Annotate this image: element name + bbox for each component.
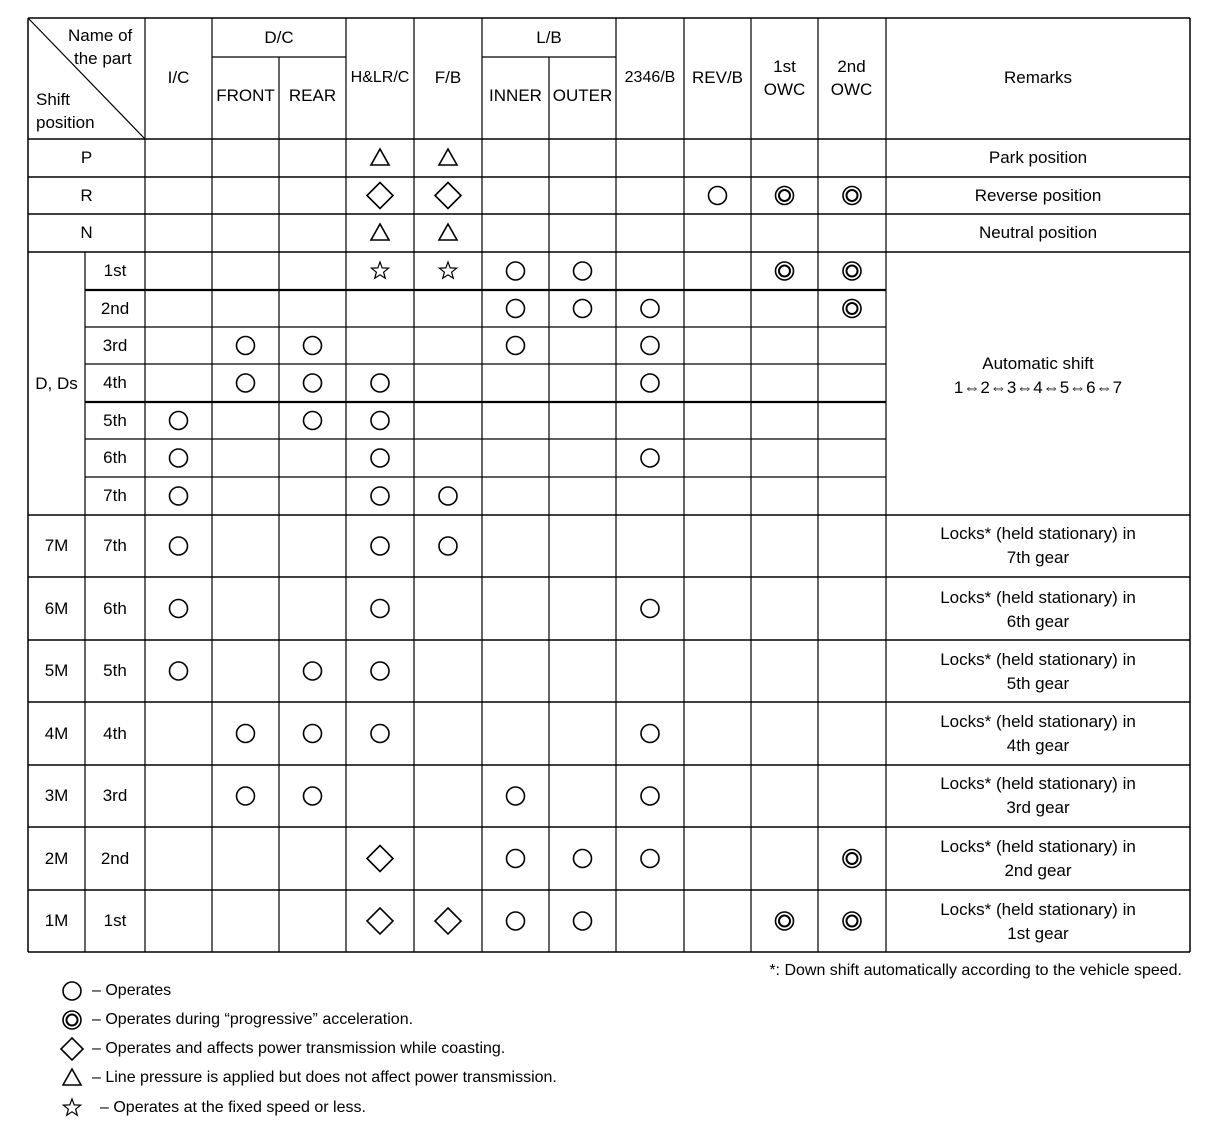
header-dc-front: FRONT [216,86,275,105]
double-symbol-icon [776,262,794,280]
gear-label: 2nd [100,848,130,868]
circle-symbol-icon [170,600,188,618]
circle-symbol-icon [507,300,525,318]
circle-symbol-icon [304,725,322,743]
diamond-legend-mark [61,1038,83,1060]
circle-symbol-icon [170,487,188,505]
double-symbol-icon [843,850,861,868]
legend-triangle [62,1066,557,1090]
triangle-legend-mark [63,1069,81,1085]
circle-symbol-icon [641,374,659,392]
star-legend-mark [63,1099,80,1115]
circle-symbol-icon [170,449,188,467]
shift-range-label: 1M [44,911,69,930]
gear-label: 6th [103,598,127,618]
remark-lock-2m-line1: Locks* (held stationary) in [940,837,1136,856]
header-dc: D/C [264,28,294,47]
double-circle-symbol-icon [62,1008,92,1032]
circle-symbol-icon [574,850,592,868]
circle-symbol-icon [237,787,255,805]
circle-symbol-icon [574,300,592,318]
header-fb: F/B [434,68,462,87]
remark-lock-4m-line2: 4th gear [1006,736,1070,755]
diamond-symbol-icon [62,1037,92,1061]
remark-lock-7m-line1: Locks* (held stationary) in [940,524,1136,543]
gear-label: 6th [103,448,127,467]
legend-text: – Operates [92,982,172,999]
remark-auto-line1: Automatic shift [982,354,1094,373]
gear-label: 1st [103,261,127,280]
circle-symbol-icon [304,662,322,680]
gear-label: 4th [103,723,127,743]
double-legend-mark [63,1011,81,1029]
gear-label: 3rd [102,335,128,355]
circle-symbol-icon [371,662,389,680]
shift-range-label: N [80,223,93,242]
remark-lock-5m-line1: Locks* (held stationary) in [940,650,1136,669]
triangle-symbol-icon [439,149,457,165]
header-owc1-line2: OWC [763,80,806,99]
diamond-symbol-icon [367,908,393,934]
circle-symbol-icon [439,487,457,505]
shift-range-label: 3M [44,786,69,805]
remark-lock-6m-line1: Locks* (held stationary) in [940,588,1136,607]
star-symbol-icon [439,262,456,278]
circle-symbol-icon [439,537,457,555]
shift-range-label: 4M [44,723,69,743]
shift-range-label: P [80,148,93,167]
remark-lock-5m-line2: 5th gear [1006,674,1070,693]
header-2346b: 2346/B [624,69,676,86]
legend-text: – Line pressure is applied but does not affect power transmission. [92,1069,557,1086]
legend-diamond [62,1037,505,1061]
diamond-symbol-icon [435,183,461,209]
circle-symbol-icon [371,449,389,467]
remark-lock-3m-line2: 3rd gear [1006,798,1070,817]
circle-symbol-icon [641,300,659,318]
circle-symbol-icon [304,787,322,805]
circle-symbol-icon [574,912,592,930]
legend-double-circle [62,1008,413,1032]
circle-symbol-icon [371,487,389,505]
circle-symbol-icon [641,600,659,618]
circle-symbol-icon [641,337,659,355]
remark-lock-4m-line1: Locks* (held stationary) in [940,712,1136,731]
header-owc2-line1: 2nd [837,57,866,76]
remark-lock-1m-line2: 1st gear [1007,924,1069,943]
double-symbol-icon [843,300,861,318]
circle-symbol-icon [371,600,389,618]
double-symbol-icon [843,262,861,280]
header-dc-rear: REAR [288,86,337,105]
header-lb-inner: INNER [489,86,542,105]
triangle-symbol-icon [62,1066,92,1090]
triangle-symbol-icon [371,149,389,165]
remark-reverse: Reverse position [974,186,1102,205]
double-symbol-icon [776,187,794,205]
circle-symbol-icon [641,449,659,467]
circle-symbol-icon [237,374,255,392]
corner-part-line2: the part [74,49,132,68]
circle-symbol-icon [641,725,659,743]
remark-lock-2m-line2: 2nd gear [1004,861,1072,880]
diamond-symbol-icon [367,846,393,872]
star-symbol-icon [371,262,388,278]
circle-symbol-icon [507,262,525,280]
diamond-symbol-icon [367,183,393,209]
triangle-symbol-icon [439,224,457,240]
gear-label: 2nd [100,298,130,318]
circle-symbol-icon [304,412,322,430]
diamond-symbol-icon [435,908,461,934]
header-owc1-line1: 1st [773,57,796,76]
circle-symbol-icon [237,337,255,355]
circle-symbol-icon [170,537,188,555]
remark-park: Park position [988,148,1088,167]
circle-symbol-icon [237,725,255,743]
circle-symbol-icon [507,337,525,355]
circle-symbol-icon [371,412,389,430]
circle-symbol-icon [507,912,525,930]
legend-text: – Operates and affects power transmission while coasting. [92,1040,506,1057]
corner-part-line1: Name of [68,26,133,45]
circle-symbol-icon [574,262,592,280]
remark-lock-7m-line2: 7th gear [1006,548,1070,567]
legend-text: – Operates during “progressive” acceleration. [92,1011,414,1028]
footnote: *: Down shift automatically according to the vehicle speed. [769,962,1182,979]
header-owc2-line2: OWC [830,80,873,99]
remark-lock-1m-line1: Locks* (held stationary) in [940,900,1136,919]
header-lb-outer: OUTER [552,86,613,105]
circle-symbol-icon [641,787,659,805]
circle-symbol-icon [507,787,525,805]
shift-range-label: R [80,185,93,205]
remark-lock-6m-line2: 6th gear [1006,612,1070,631]
remark-neutral: Neutral position [978,223,1098,242]
circle-symbol-icon [507,850,525,868]
circle-symbol-icon [371,725,389,743]
gear-label: 1st [103,911,127,930]
header-hlrc: H&LR/C [350,69,410,86]
shift-range-label: 7M [44,536,69,555]
corner-shift-line1: Shift [36,90,71,109]
circle-symbol-icon [304,374,322,392]
circle-symbol-icon [371,537,389,555]
circle-symbol-icon [371,374,389,392]
gear-label: 4th [103,373,127,392]
corner-shift-line2: position [36,113,95,132]
gear-label: 5th [103,661,127,680]
header-lb: L/B [536,28,562,47]
remark-auto-line2: 1⇔2⇔3⇔4⇔5⇔6⇔7 [953,378,1123,397]
circle-symbol-icon [170,662,188,680]
remark-lock-3m-line1: Locks* (held stationary) in [940,774,1136,793]
gear-label: 7th [103,486,127,505]
double-symbol-icon [776,912,794,930]
circle-legend-mark [63,982,81,1000]
double-symbol-icon [843,912,861,930]
circle-symbol-icon [304,337,322,355]
legend-star [62,1096,366,1120]
star-symbol-icon [62,1096,92,1120]
gear-label: 5th [103,410,127,430]
header-ic: I/C [167,68,190,87]
legend-text: – Operates at the fixed speed or less. [100,1099,366,1116]
gear-label: 7th [103,536,127,555]
shift-range-label: D, Ds [35,373,78,393]
shift-range-label: 5M [44,661,69,680]
circle-symbol-icon [62,979,92,1003]
double-symbol-icon [843,187,861,205]
shift-range-label: 2M [44,848,69,868]
circle-symbol-icon [170,412,188,430]
gear-label: 3rd [102,786,128,805]
legend-circle [62,979,171,1003]
shift-range-label: 6M [44,598,69,618]
circle-symbol-icon [641,850,659,868]
header-revb: REV/B [691,68,744,87]
triangle-symbol-icon [371,224,389,240]
header-remarks: Remarks [1003,68,1072,87]
circle-symbol-icon [709,187,727,205]
